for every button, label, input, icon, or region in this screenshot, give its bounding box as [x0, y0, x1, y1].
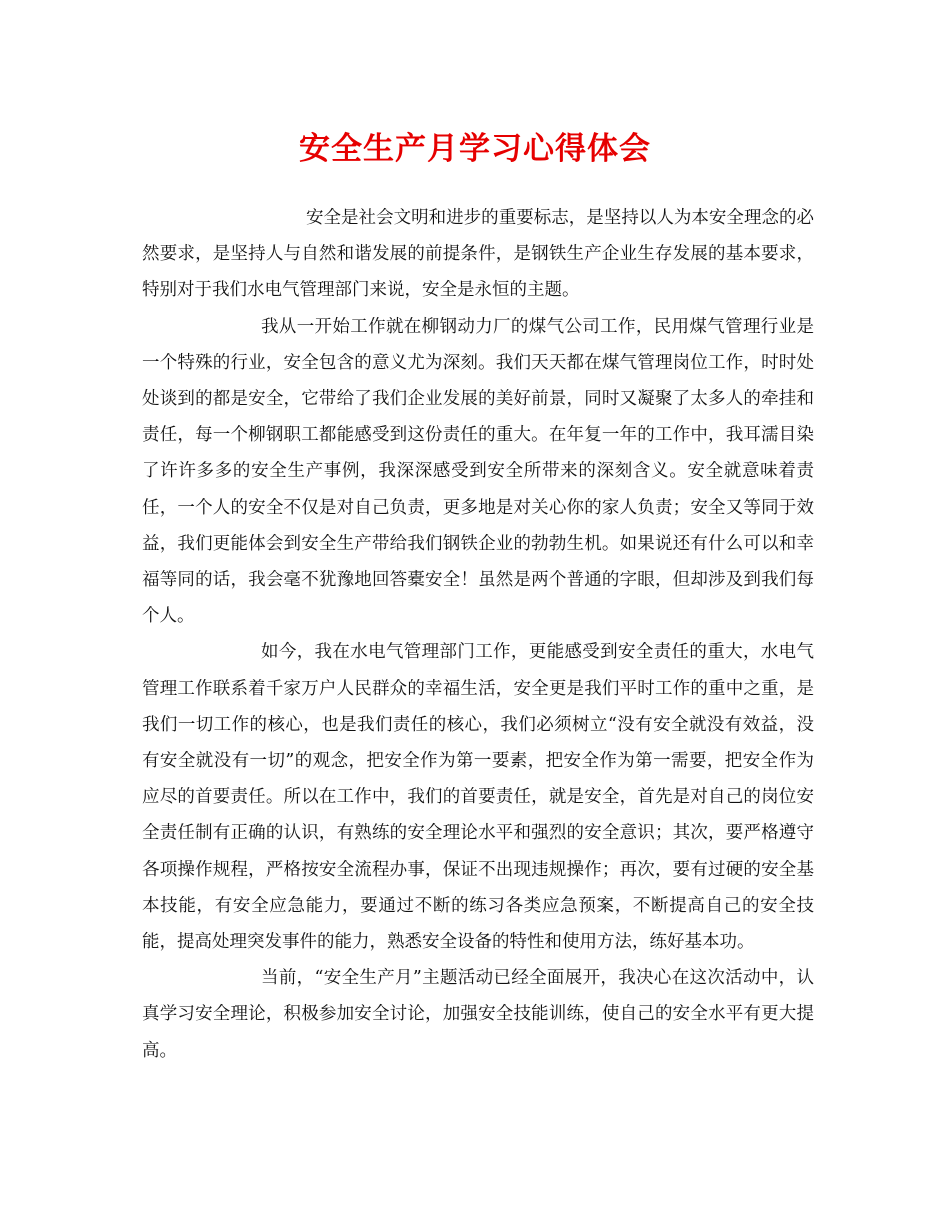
paragraph-1: 安全是社会文明和进步的重要标志，是坚持以人为本安全理念的必然要求，是坚持人与自然和谐发展的前提条件，是钢铁生产企业生存发展的基本要求，特别对于我们水电气管理部门来说，安全是永恒的主题。	[142, 208, 814, 301]
paragraph-4: 当前，“安全生产月”主题活动已经全面展开，我决心在这次活动中，认真学习安全理论，积极参加安全讨论，加强安全技能训练，使自己的安全水平有更大提高。	[142, 968, 814, 1061]
paragraph-3: 如今，我在水电气管理部门工作，更能感受到安全责任的重大，水电气管理工作联系着千家万户人民群众的幸福生活，安全更是我们平时工作的重中之重，是我们一切工作的核心，也是我们责任的核心，我们必须树立“没有安全就没有效益，没有安全就没有一切”的观念，把安全作为第一要素，把安全作为第一需要，把安全作为应尽的首要责任。所以在工作中，我们的首要责任，就是安全，首先是对自己的岗位安全责任制有正确的认识，有熟练的安全理论水平和强烈的安全意识；其次，要严格遵守各项操作规程，严格按安全流程办事，保证不出现违规操作；再次，要有过硬的安全基本技能，有安全应急能力，要通过不断的练习各类应急预案，不断提高自己的安全技能，提高处理突发事件的能力，熟悉安全设备的特性和使用方法，练好基本功。	[142, 642, 814, 953]
paragraph-2: 我从一开始工作就在柳钢动力厂的煤气公司工作，民用煤气管理行业是一个特殊的行业，安全包含的意义尤为深刻。我们天天都在煤气管理岗位工作，时时处处谈到的都是安全，它带给了我们企业发展的美好前景，同时又凝聚了太多人的牵挂和责任，每一个柳钢职工都能感受到这份责任的重大。在年复一年的工作中，我耳濡目染了许许多多的安全生产事例，我深深感受到安全所带来的深刻含义。安全就意味着责任，一个人的安全不仅是对自己负责，更多地是对关心你的家人负责；安全又等同于效益，我们更能体会到安全生产带给我们钢铁企业的勃勃生机。如果说还有什么可以和幸福等同的话，我会毫不犹豫地回答橐安全！虽然是两个普通的字眼，但却涉及到我们每个人。	[142, 316, 814, 627]
document-body	[142, 200, 814, 1069]
document-title: 安全生产月学习心得体会	[299, 131, 651, 167]
